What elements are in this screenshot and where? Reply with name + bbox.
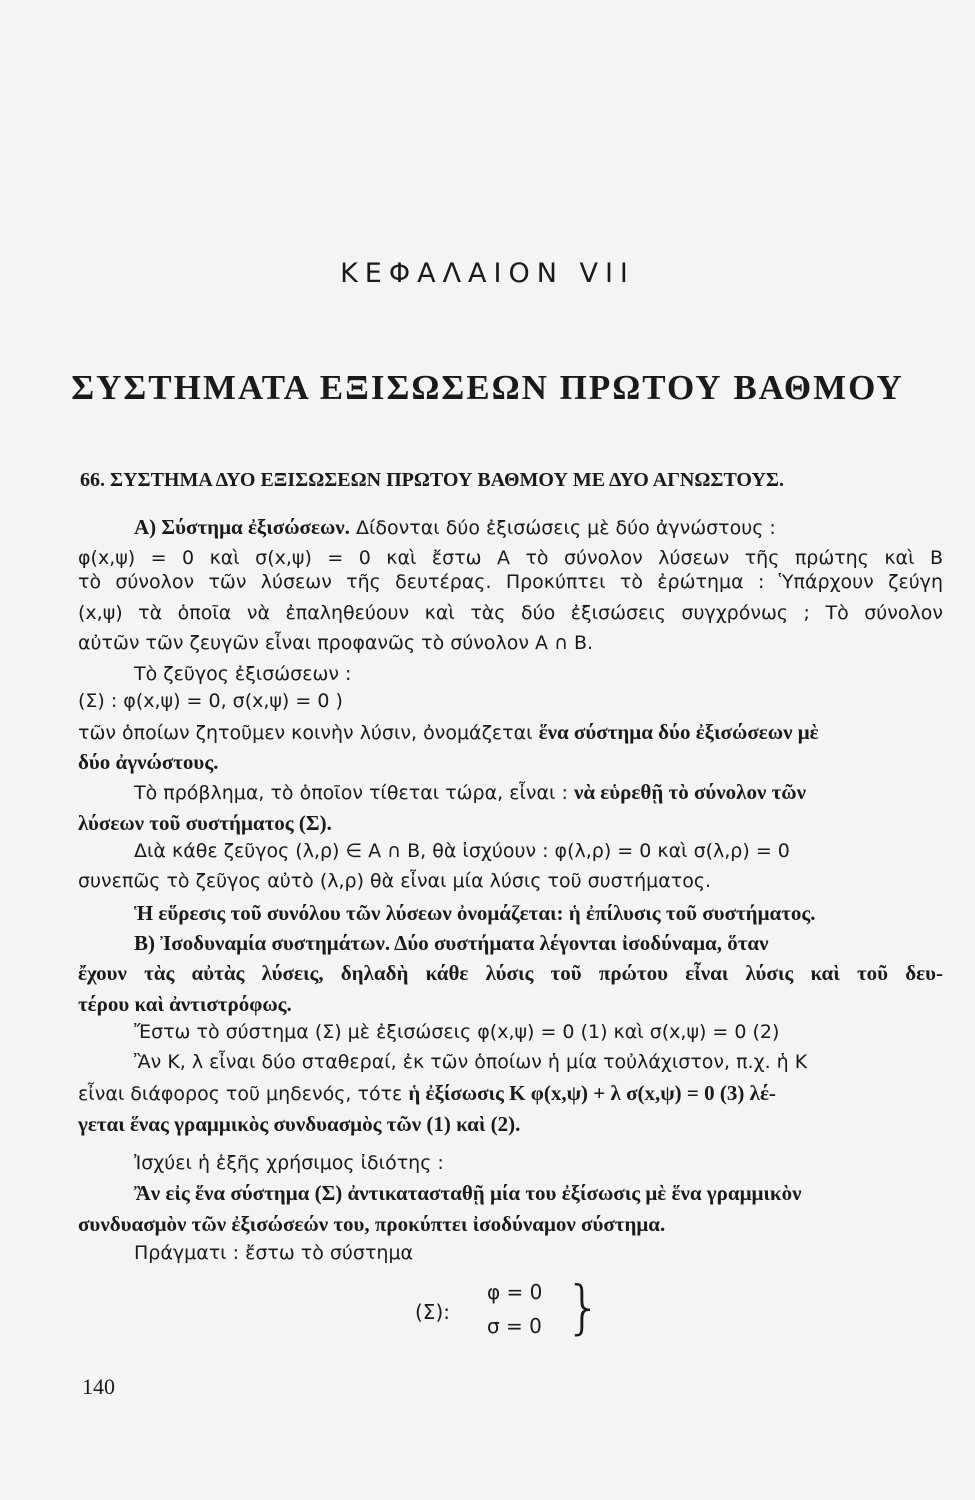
text-span: τῶν ὁποίων ζητοῦμεν κοινὴν λύσιν, ὀνομάζεται <box>78 722 539 744</box>
paragraph-line: Ἔστω τὸ σύστημα (Σ) μὲ ἐξισώσεις φ(x,ψ) = 0 (1) καὶ σ(x,ψ) = 0 (2) <box>134 1021 780 1043</box>
paragraph-line: Τὸ ζεῦγος ἐξισώσεων : <box>134 663 352 685</box>
paragraph-line: Β) Ἰσοδυναμία συστημάτων. Δύο συστήματα λέγονται ἰσοδύναμα, ὅταν <box>134 931 769 955</box>
paragraph-line: ἔχουν τὰς αὐτὰς λύσεις, δηλαδὴ κάθε λύσις τοῦ πρώτου εἶναι λύσις καὶ τοῦ δευ- <box>78 961 943 985</box>
paragraph-line: τέρου καὶ ἀντιστρόφως. <box>78 992 292 1016</box>
paragraph-line: (Σ) : φ(x,ψ) = 0, σ(x,ψ) = 0 ) <box>78 690 343 712</box>
paragraph-line: Ἡ εὕρεσις τοῦ συνόλου τῶν λύσεων ὀνομάζεται: ἡ ἐπίλυσις τοῦ συστήματος. <box>134 901 816 925</box>
paragraph-line: Ἰσχύει ἡ ἑξῆς χρήσιμος ἰδιότης : <box>134 1152 444 1174</box>
text-span: Τὸ πρόβλημα, τὸ ὁποῖον τίθεται τώρα, εἶναι : <box>134 782 574 804</box>
text-span: εἶναι διάφορος τοῦ μηδενός, τότε <box>78 1083 409 1105</box>
paragraph-line: Πράγματι : ἔστω τὸ σύστημα <box>134 1242 414 1264</box>
paragraph-line: Διὰ κάθε ζεῦγος (λ,ρ) ∈ Α ∩ Β, θὰ ἰσχύουν : φ(λ,ρ) = 0 καὶ σ(λ,ρ) = 0 <box>134 840 790 862</box>
paragraph-line: λύσεων τοῦ συστήματος (Σ). <box>78 811 332 835</box>
system-label: (Σ): <box>415 1300 450 1324</box>
paragraph-line <box>78 517 975 538</box>
equation-sigma: σ = 0 <box>487 1314 542 1338</box>
bold-span: ἕνα σύστημα δύο ἐξισώσεων μὲ <box>538 720 819 744</box>
paragraph-line: συνεπῶς τὸ ζεῦγος αὐτὸ (λ,ρ) θὰ εἶναι μία λύσις τοῦ συστήματος. <box>78 870 712 892</box>
paragraph-line: φ(x,ψ) = 0 καὶ σ(x,ψ) = 0 καὶ ἔστω Α τὸ σύνολον λύσεων τῆς πρώτης καὶ Β <box>78 547 943 569</box>
paragraph-line: (x,ψ) τὰ ὁποῖα νὰ ἐπαληθεύουν καὶ τὰς δύο ἐξισώσεις συγχρόνως ; Τὸ σύνολον <box>78 602 943 624</box>
subsection-label: Α) Σύστημα ἐξισώσεων. <box>134 515 350 539</box>
chapter-heading: ΚΕΦΑΛΑΙΟΝ VII <box>340 258 635 289</box>
page-number: 140 <box>82 1374 115 1399</box>
paragraph-line <box>78 722 943 743</box>
bold-span: ἡ ἐξίσωσις Κ φ(x,ψ) + λ σ(x,ψ) = 0 (3) λέ- <box>408 1081 776 1105</box>
text-span: Δίδονται δύο ἐξισώσεις μὲ δύο ἀγνώστους : <box>349 517 776 539</box>
section-heading: 66. ΣΥΣΤΗΜΑ ΔΥΟ ΕΞΙΣΩΣΕΩΝ ΠΡΩΤΟΥ ΒΑΘΜΟΥ ΜΕ ΔΥΟ ΑΓΝΩΣΤΟΥΣ. <box>80 469 784 491</box>
paragraph-line: Ἂν εἰς ἕνα σύστημα (Σ) ἀντικατασταθῇ μία του ἐξίσωσις μὲ ἕνα γραμμικὸν <box>134 1181 802 1205</box>
chapter-title: ΣΥΣΤΗΜΑΤΑ ΕΞΙΣΩΣΕΩΝ ΠΡΩΤΟΥ ΒΑΘΜΟΥ <box>71 368 904 407</box>
paragraph-line: δύο ἀγνώστους. <box>78 750 219 774</box>
bold-span: νὰ εὑρεθῇ τὸ σύνολον τῶν <box>573 780 807 804</box>
right-brace: } <box>565 1273 602 1341</box>
paragraph-line <box>78 782 975 803</box>
paragraph-line: τὸ σύνολον τῶν λύσεων τῆς δευτέρας. Προκύπτει τὸ ἐρώτημα : Ὑπάρχουν ζεύγη <box>78 571 943 593</box>
paragraph-line: Ἂν Κ, λ εἶναι δύο σταθεραί, ἐκ τῶν ὁποίων ἡ μία τοὐλάχιστον, π.χ. ἡ Κ <box>134 1051 808 1073</box>
paragraph-line: γεται ἕνας γραμμικὸς συνδυασμὸς τῶν (1) καὶ (2). <box>78 1112 521 1136</box>
equation-phi: φ = 0 <box>487 1280 543 1304</box>
paragraph-line: συνδυασμὸν τῶν ἐξισώσεών του, προκύπτει ἰσοδύναμον σύστημα. <box>78 1212 666 1236</box>
paragraph-line <box>78 1083 943 1104</box>
paragraph-line: αὐτῶν τῶν ζευγῶν εἶναι προφανῶς τὸ σύνολον Α ∩ Β. <box>78 632 594 654</box>
